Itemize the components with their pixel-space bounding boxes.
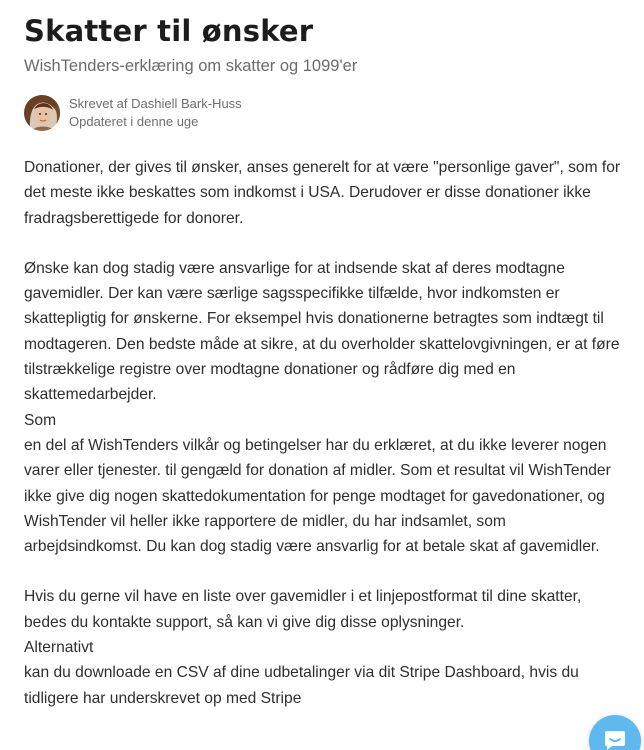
author-name: Skrevet af Dashiell Bark-Huss (69, 96, 242, 111)
article (24, 0, 624, 711)
page-subtitle: WishTenders-erklæring om skatter og 1099'er (24, 57, 358, 75)
paragraph: Ønske kan dog stadig være ansvarlige for at indsende skat af deres modtagne gavemidler. Der kan være særlige sagsspecifikke tilfælde, hvor indkomsten er skattepligtig for ønskerne. For eksempel hvis donationerne betragtes som indtægt til modtageren. Den bedste måde at sikre, at du overholder skattelovgivningen, er at føre tilstrækkelige registre over modtagne donationer og rådføre dig med en skattemedarbejder. (24, 259, 620, 404)
author-block (24, 95, 624, 131)
paragraph: Hvis du gerne vil have en liste over gavemidler i et linjepostformat til dine skatter, bedes du kontakte support, så kan vi give dig disse oplysninger. (24, 588, 582, 631)
paragraph-spacer (24, 559, 624, 584)
avatar (24, 95, 60, 131)
chat-launcher-button[interactable] (589, 715, 641, 750)
paragraph: Som (24, 411, 57, 429)
author-info (69, 95, 242, 131)
paragraph: kan du downloade en CSV af dine udbetalinger via dit Stripe Dashboard, hvis du tidligere har underskrevet op med Stripe (24, 664, 579, 707)
article-body (24, 155, 624, 711)
paragraph: Donationer, der gives til ønsker, anses generelt for at være "personlige gaver", som for det meste ikke beskattes som indkomst i USA. Derudover er disse donationer ikke fradragsberettigede for donorer. (24, 159, 621, 227)
paragraph: Alternativt (24, 639, 94, 657)
updated-date: Opdateret i denne uge (69, 114, 199, 129)
chat-bubble-icon (603, 729, 627, 750)
page-title: Skatter til ønsker (24, 14, 314, 48)
paragraph: en del af WishTenders vilkår og betingelser har du erklæret, at du ikke leverer nogen varer eller tjenester. til gengæld for donation af midler. Som et resultat vil WishTender ikke give dig nogen skattedokumentation for penge modtaget for gavedonationer, og WishTender vil heller ikke rapportere de midler, du har indsamlet, som arbejdsindkomst. Du kan dog stadig være ansvarlig for at betale skat af gavemidler. (24, 436, 611, 556)
paragraph-spacer (24, 231, 624, 256)
